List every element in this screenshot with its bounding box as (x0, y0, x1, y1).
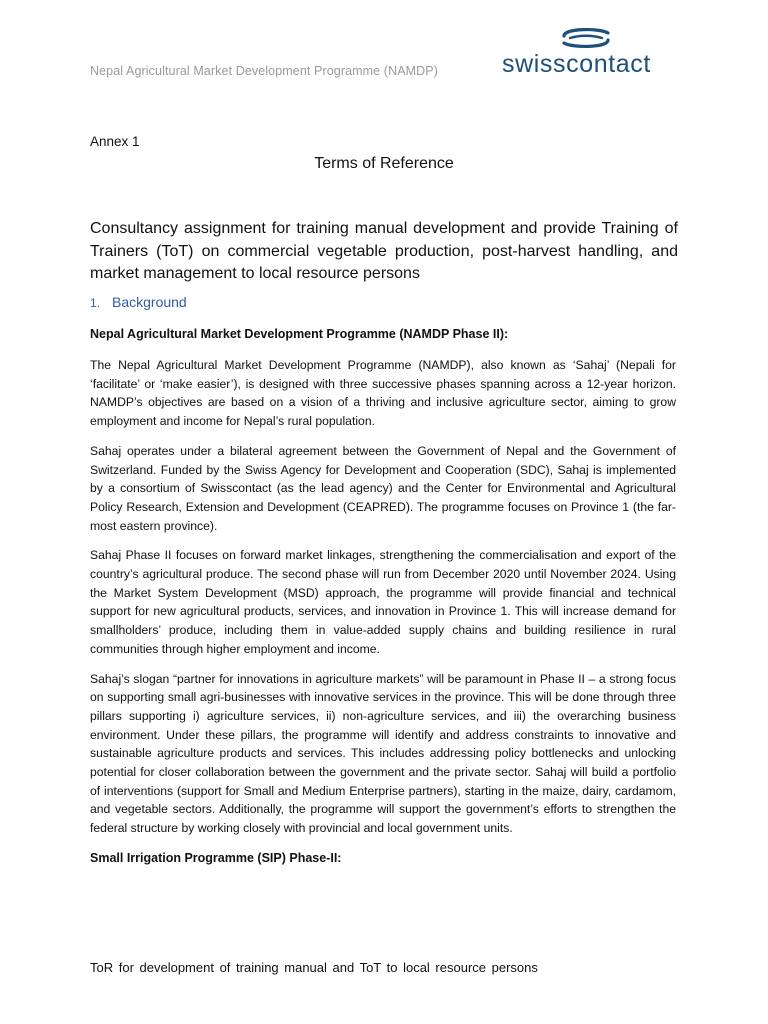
paragraph-namdp-overview: The Nepal Agricultural Market Development Programme (NAMDP), also known as ‘Sahaj’ (Nepali for ‘facilitate’ or ‘make easier’), is designed with three successive phases spanning across a 12-year horizon. NAMDP’s objectives are based on a vision of a thriving and inclusive agriculture sector, aiming to grow employment and income for Nepal’s rural population. (90, 358, 676, 429)
header-program-name: Nepal Agricultural Market Development Programme (NAMDP) (90, 64, 438, 78)
annex-label: Annex 1 (90, 134, 140, 149)
paragraph-bilateral-agreement: Sahaj operates under a bilateral agreement between the Government of Nepal and the Government of Switzerland. Funded by the Swiss Agency for Development and Cooperation (SDC), Sahaj is implemented by a consortium of Swisscontact (as the lead agency) and the Center for Environmental and Agricultural Policy Research, Extension and Development (CEAPRED). The programme focuses on Province 1 (the far-most eastern province). (90, 443, 676, 533)
namdp-heading: Nepal Agricultural Market Development Programme (NAMDP Phase II): (90, 327, 509, 341)
tor-title: Terms of Reference (314, 155, 454, 172)
swisscontact-logo-icon (556, 26, 616, 50)
document-body (90, 325, 676, 880)
swisscontact-logo (496, 24, 678, 82)
section-number: 1. (90, 296, 101, 310)
paragraph-slogan: Sahaj’s slogan “partner for innovations in agriculture markets” will be paramount in Phase II – a strong focus on supporting small agri-businesses with innovative services in the province. This will be done through three pillars supporting i) agriculture services, ii) non-agriculture services, and iii) the overarching business environment. Under these pillars, the programme will identify and address constraints to innovative and sustainable agriculture products and services. This includes addressing policy bottlenecks and unlocking potential for closer collaboration between the government and the private sector. Sahaj will build a portfolio of interventions (support for Small and Medium Enterprise partners), starting in the maize, dairy, cardamom, and vegetable sectors. Additionally, the programme will support the government’s efforts to strengthen the federal structure by working closely with provincial and local government units. (90, 671, 676, 836)
footer-text: ToR for development of training manual and ToT to local resource persons (90, 960, 538, 975)
paragraph-phase-two: Sahaj Phase II focuses on forward market linkages, strengthening the commercialisation and export of the country’s agricultural produce. The second phase will run from December 2020 until November 2024. Using the Market System Development (MSD) approach, the programme will provide financial and technical support for new agricultural products, services, and innovation in Province 1. This will increase demand for smallholders’ produce, including them in value-added supply chains and building resilience in rural communities through higher employment and income. (90, 548, 676, 656)
section-heading-background (90, 294, 187, 310)
sip-heading: Small Irrigation Programme (SIP) Phase-II: (90, 850, 342, 865)
logo-text: swisscontact (502, 50, 651, 78)
main-title: Consultancy assignment for training manual development and provide Training of Trainers (ToT) on commercial vegetable production, post-harvest handling, and market management to local resource persons (90, 220, 678, 282)
section-title: Background (112, 294, 187, 310)
